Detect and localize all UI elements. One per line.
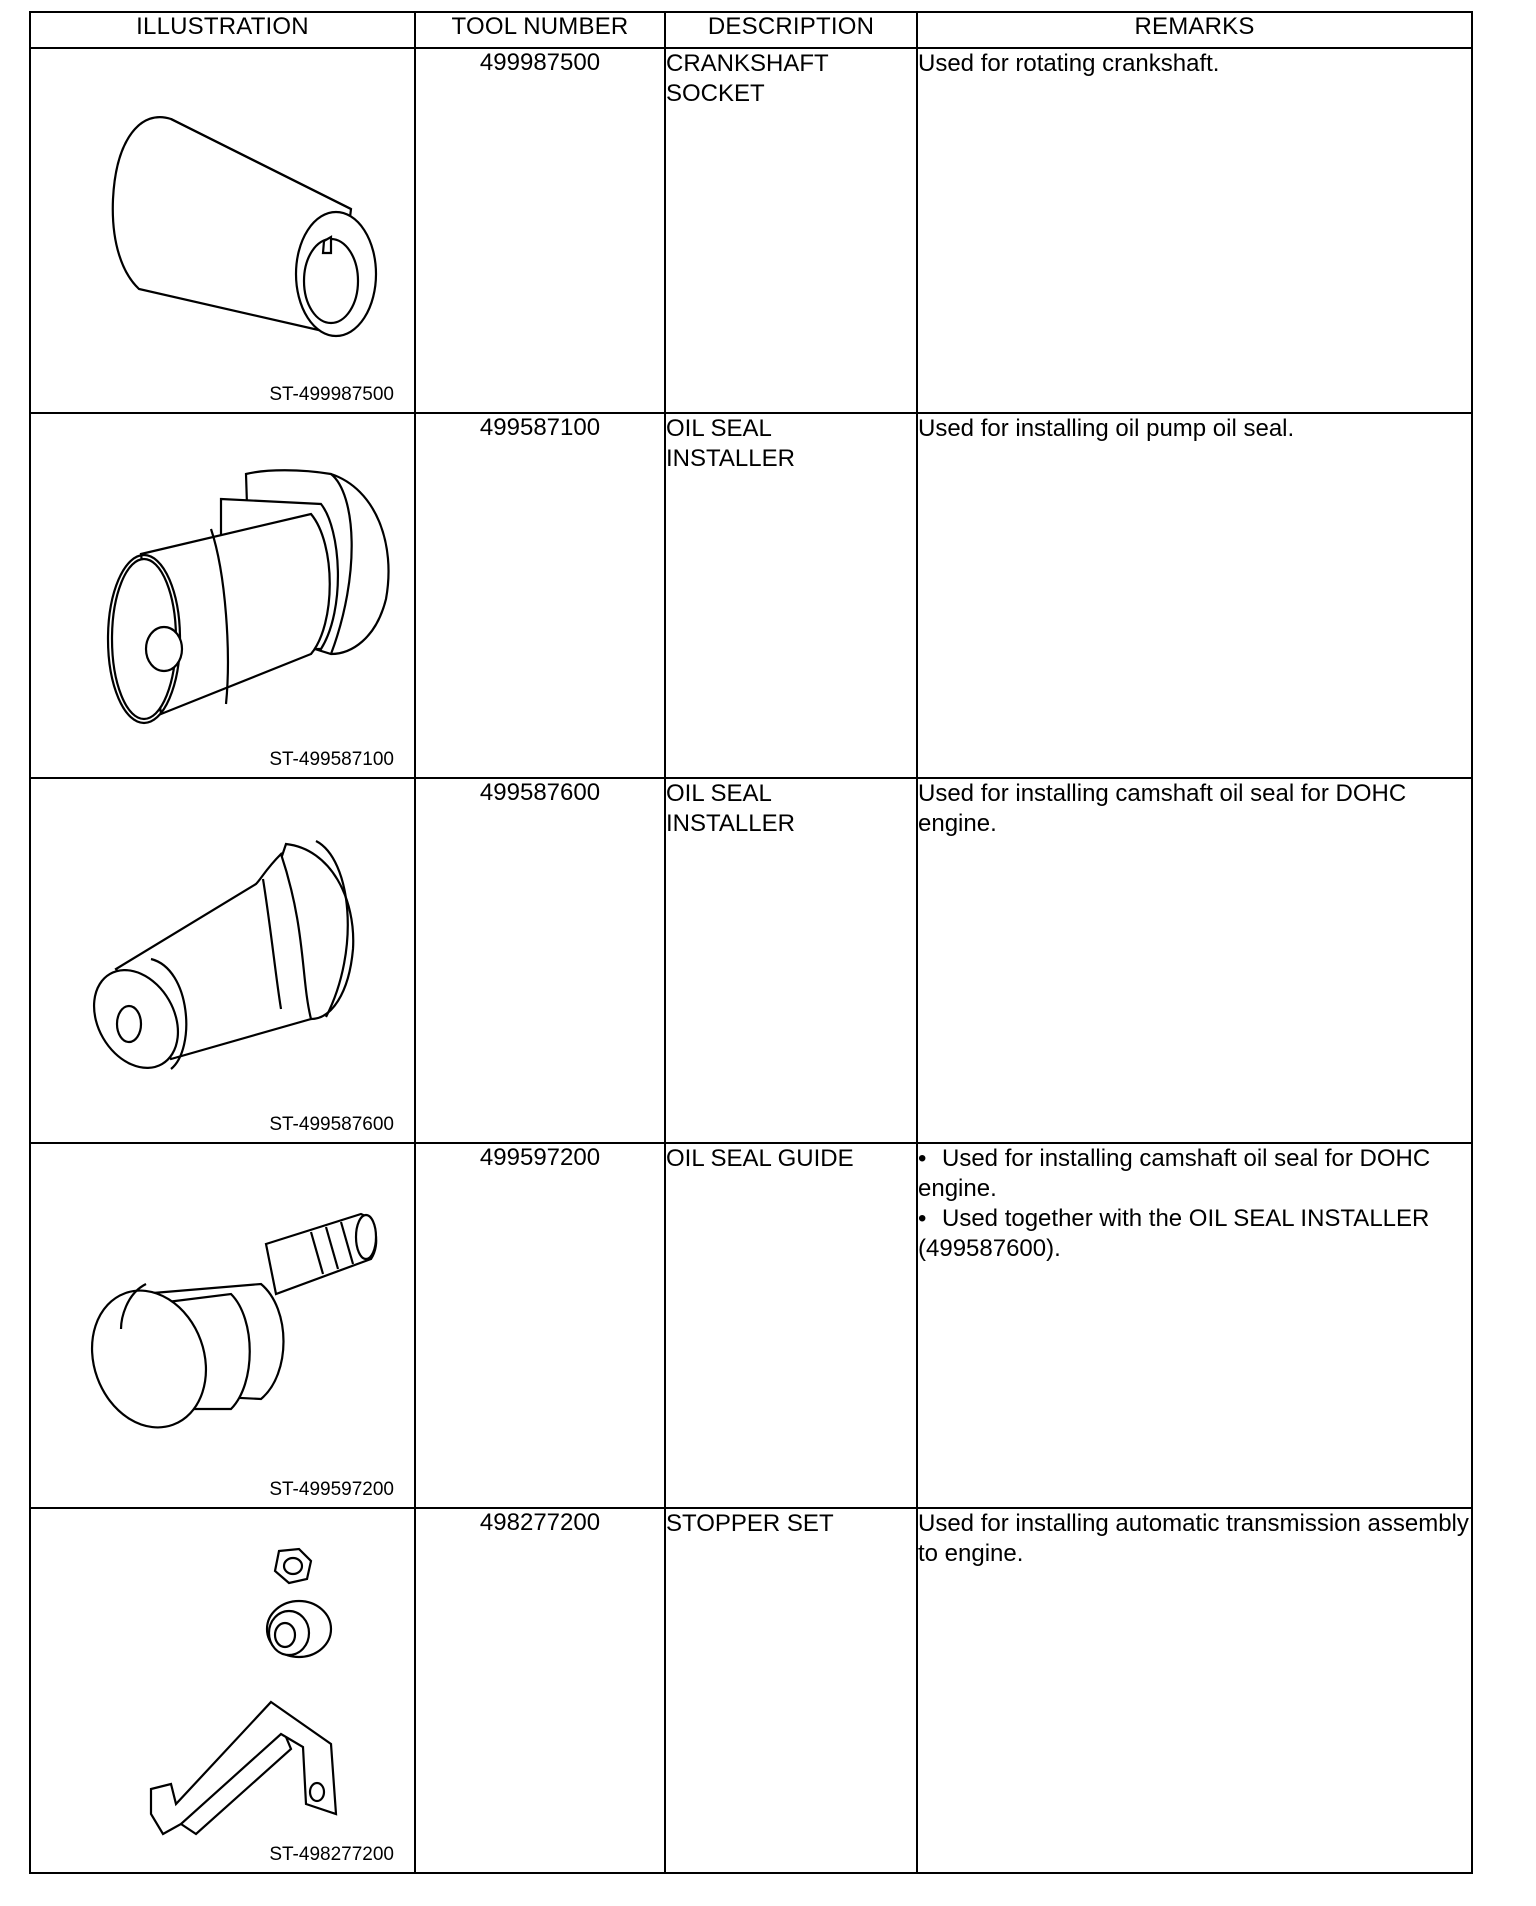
description [665, 48, 917, 413]
st-label: ST-499587600 [269, 1114, 394, 1135]
table-header [30, 12, 1472, 48]
table-row [30, 778, 1472, 1143]
description-line: OIL SEAL GUIDE [666, 1145, 854, 1172]
table-row [30, 413, 1472, 778]
remarks [917, 413, 1472, 778]
bullet-icon: • [918, 1145, 927, 1172]
description-line: OIL SEAL [666, 415, 772, 442]
description-line: CRANKSHAFT [666, 50, 829, 77]
header-illustration: ILLUSTRATION [30, 12, 415, 48]
header-tool-number: TOOL NUMBER [415, 12, 665, 48]
illustration-cell [30, 48, 415, 413]
tool-number: 499597200 [415, 1143, 665, 1508]
st-label: ST-498277200 [269, 1844, 394, 1865]
description-line: INSTALLER [666, 445, 795, 472]
stopper-set-illustration [31, 1509, 416, 1874]
illustration-cell [30, 413, 415, 778]
table-row [30, 1143, 1472, 1508]
description [665, 413, 917, 778]
oil-seal-installer-illustration [31, 414, 416, 779]
oil-seal-guide-illustration [31, 1144, 416, 1509]
remark-text: Used for rotating crankshaft. [918, 50, 1220, 77]
remark-bullet [918, 1204, 1471, 1264]
description [665, 1143, 917, 1508]
illustration-cell [30, 778, 415, 1143]
remark-text: Used for installing camshaft oil seal for DOHC engine. [918, 1145, 1431, 1202]
header-remarks: REMARKS [917, 12, 1472, 48]
remark-bullet [918, 1144, 1471, 1204]
tool-number: 499587100 [415, 413, 665, 778]
remarks [917, 778, 1472, 1143]
description-line: OIL SEAL [666, 780, 772, 807]
oil-seal-installer-illustration [31, 779, 416, 1144]
illustration-cell [30, 1143, 415, 1508]
special-tools-table [29, 11, 1473, 1874]
header-description: DESCRIPTION [665, 12, 917, 48]
remark-text: Used for installing camshaft oil seal for DOHC engine. [918, 780, 1407, 837]
st-label: ST-499587100 [269, 749, 394, 770]
bullet-icon: • [918, 1205, 927, 1232]
description-line: STOPPER SET [666, 1510, 834, 1537]
description-line: SOCKET [666, 80, 765, 107]
st-label: ST-499597200 [269, 1479, 394, 1500]
crankshaft-socket-illustration [31, 49, 416, 414]
remark-text: Used for installing automatic transmission assembly to engine. [918, 1510, 1469, 1567]
table-row [30, 48, 1472, 413]
tool-number: 499587600 [415, 778, 665, 1143]
description [665, 778, 917, 1143]
remark-text: Used together with the OIL SEAL INSTALLER (499587600). [918, 1205, 1430, 1262]
description-line: INSTALLER [666, 810, 795, 837]
table-row [30, 1508, 1472, 1873]
description [665, 1508, 917, 1873]
tool-number: 499987500 [415, 48, 665, 413]
remarks [917, 1508, 1472, 1873]
remark-text: Used for installing oil pump oil seal. [918, 415, 1295, 442]
tool-number: 498277200 [415, 1508, 665, 1873]
remarks [917, 1143, 1472, 1508]
illustration-cell [30, 1508, 415, 1873]
st-label: ST-499987500 [269, 384, 394, 405]
remarks [917, 48, 1472, 413]
